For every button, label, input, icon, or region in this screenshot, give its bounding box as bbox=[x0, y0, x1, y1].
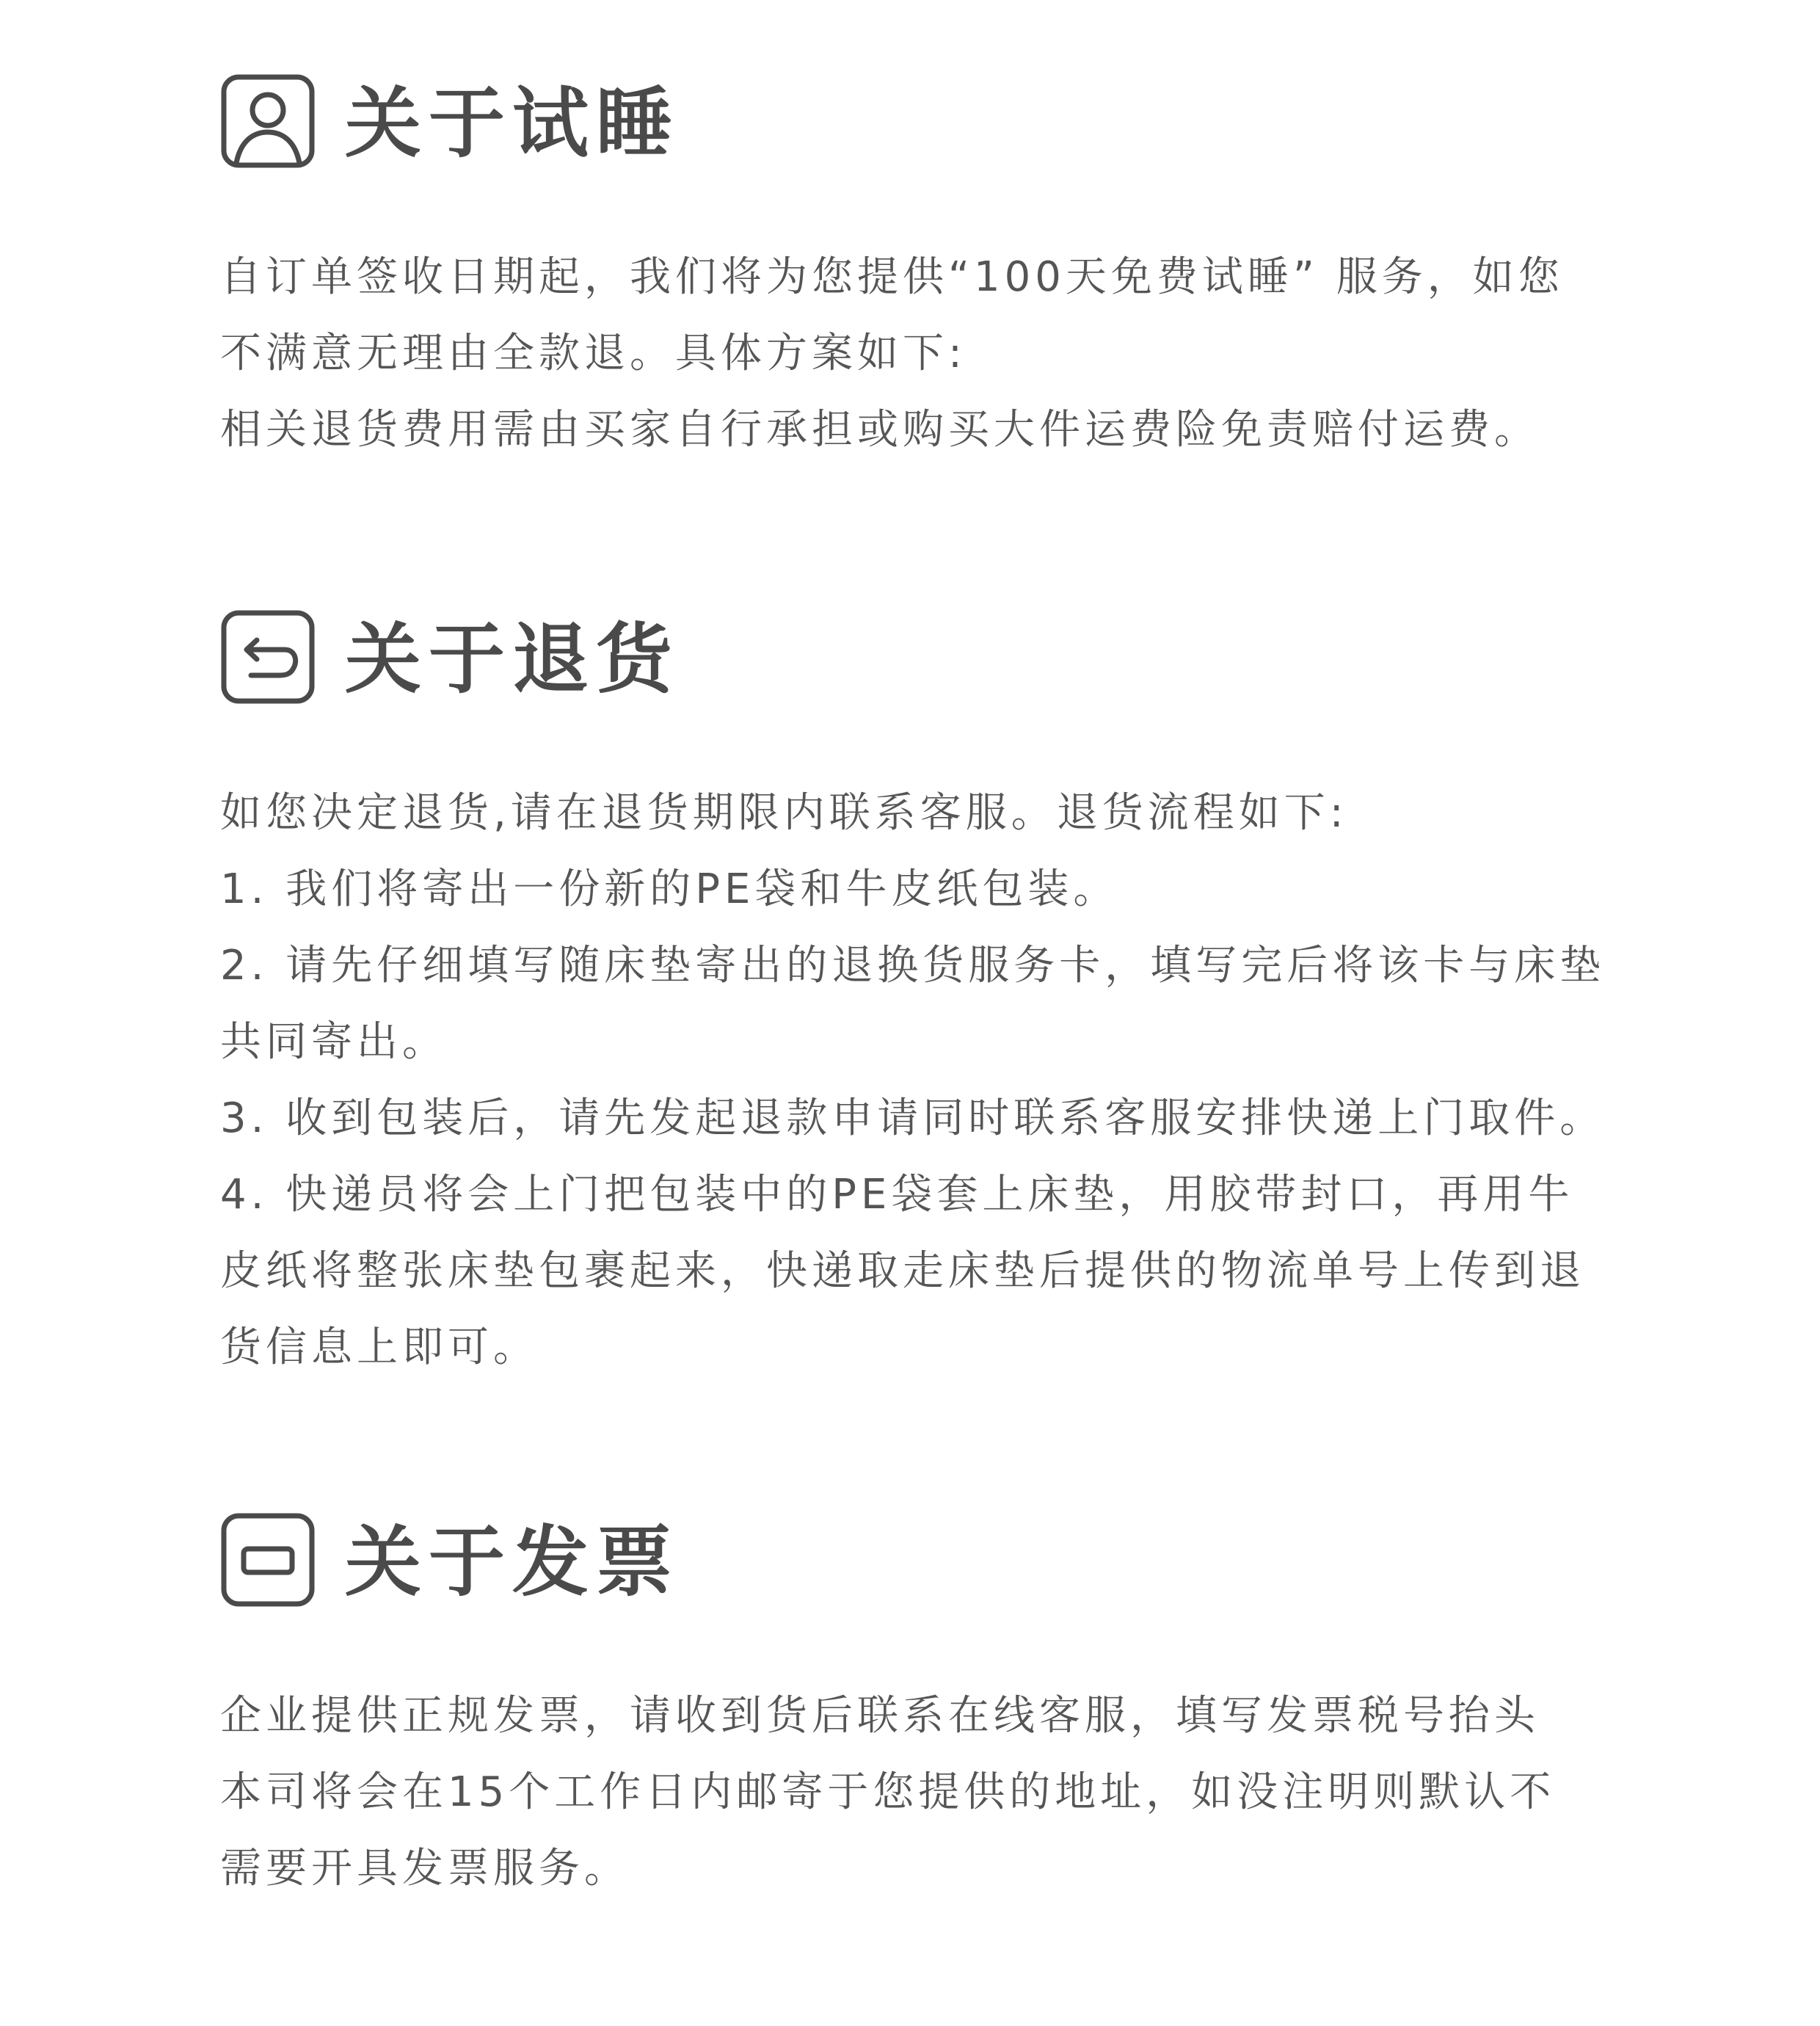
paragraph-line: 如您决定退货,请在退货期限内联系客服。退货流程如下: bbox=[220, 789, 1348, 837]
paragraph-line: 不满意无理由全款退。具体方案如下: bbox=[220, 330, 967, 377]
section-trial-sleep bbox=[220, 73, 1651, 454]
invoice-icon bbox=[220, 1512, 316, 1608]
section-title: 关于试睡 bbox=[345, 79, 680, 168]
paragraph-line: 皮纸将整张床垫包裹起来，快递取走床垫后提供的物流单号上传到退 bbox=[220, 1247, 1585, 1295]
paragraph-line: 需要开具发票服务。 bbox=[220, 1845, 630, 1892]
section-body bbox=[220, 775, 1605, 1386]
paragraph-line: 自订单签收日期起，我们将为您提供“100天免费试睡” 服务，如您 bbox=[220, 253, 1564, 301]
paragraph-line: 货信息上即可。 bbox=[220, 1324, 539, 1371]
section-invoice bbox=[220, 1512, 1651, 1892]
section-body bbox=[220, 239, 1564, 468]
user-profile-icon bbox=[220, 73, 316, 169]
return-arrow-icon bbox=[220, 609, 316, 705]
section-body bbox=[220, 1678, 1555, 1907]
paragraph-line: 相关退货费用需由买家自行承担或购买大件运费险免责赔付运费。 bbox=[220, 406, 1540, 454]
section-heading bbox=[220, 609, 1651, 712]
section-heading bbox=[220, 73, 1651, 176]
section-returns bbox=[220, 609, 1651, 1371]
section-heading bbox=[220, 1512, 1651, 1615]
paragraph-line: 共同寄出。 bbox=[220, 1018, 448, 1066]
paragraph-line: 企业提供正规发票，请收到货后联系在线客服，填写发票税号抬头 bbox=[220, 1692, 1540, 1740]
section-title: 关于退货 bbox=[345, 614, 680, 704]
paragraph-line: 4. 快递员将会上门把包装中的PE袋套上床垫，用胶带封口，再用牛 bbox=[220, 1171, 1574, 1219]
paragraph-line: 2. 请先仔细填写随床垫寄出的退换货服务卡，填写完后将该卡与床垫 bbox=[220, 942, 1606, 990]
paragraph-line: 3. 收到包装后，请先发起退款申请同时联系客服安排快递上门取件。 bbox=[220, 1094, 1606, 1142]
paragraph-line: 本司将会在15个工作日内邮寄于您提供的地址，如没注明则默认不 bbox=[220, 1768, 1556, 1816]
section-title: 关于发票 bbox=[345, 1517, 680, 1607]
paragraph-line: 1. 我们将寄出一份新的PE袋和牛皮纸包装。 bbox=[220, 865, 1119, 913]
